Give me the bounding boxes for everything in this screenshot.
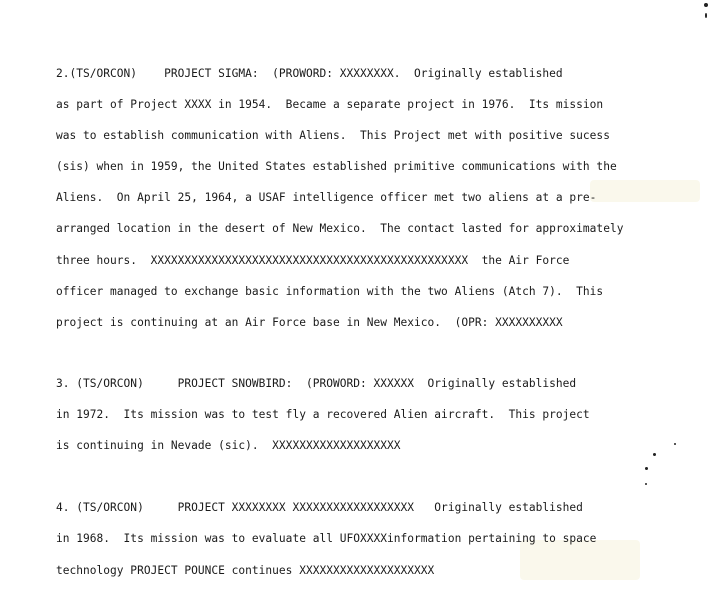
- paragraph-2-line: Aliens. On April 25, 1964, a USAF intelligence officer met two aliens at a pre-: [56, 191, 597, 204]
- paragraph-2-line: as part of Project XXXX in 1954. Became a separate project in 1976. Its mission: [56, 98, 604, 111]
- paragraph-2-line: 2.(TS/ORCON) PROJECT SIGMA: (PROWORD: XXXXXXXX. Originally established: [56, 67, 563, 80]
- scan-speck: [645, 483, 647, 485]
- scan-speck: [653, 453, 656, 456]
- paragraph-4-line: in 1968. Its mission was to evaluate all UFOXXXXinformation pertaining to space: [56, 532, 597, 545]
- corner-mark: [705, 13, 707, 18]
- paragraph-2-line: project is continuing at an Air Force base in New Mexico. (OPR: XXXXXXXXXX: [56, 316, 563, 329]
- scan-smudge: [520, 540, 640, 580]
- paragraph-2-line: arranged location in the desert of New Mexico. The contact lasted for approximately: [56, 222, 624, 235]
- paragraph-3-line: is continuing in Nevade (sic). XXXXXXXXXXXXXXXXXXX: [56, 439, 401, 452]
- paragraph-2-line: was to establish communication with Aliens. This Project met with positive sucess: [56, 129, 610, 142]
- corner-mark: [704, 3, 708, 7]
- paragraph-3-line: in 1972. Its mission was to test fly a recovered Alien aircraft. This project: [56, 408, 590, 421]
- scan-speck: [645, 467, 648, 470]
- paragraph-4-line: technology PROJECT POUNCE continues XXXXXXXXXXXXXXXXXXXX: [56, 564, 435, 577]
- paragraph-2-line: three hours. XXXXXXXXXXXXXXXXXXXXXXXXXXXXXXXXXXXXXXXXXXXXXXX the Air Force: [56, 254, 570, 267]
- paragraph-3-line: 3. (TS/ORCON) PROJECT SNOWBIRD: (PROWORD: XXXXXX Originally established: [56, 377, 577, 390]
- scan-speck: [674, 443, 676, 445]
- scan-smudge: [590, 180, 700, 202]
- paragraph-4-line: 4. (TS/ORCON) PROJECT XXXXXXXX XXXXXXXXXXXXXXXXXX Originally established: [56, 501, 583, 514]
- paragraph-2-line: (sis) when in 1959, the United States established primitive communications with the: [56, 160, 617, 173]
- paragraph-2-line: officer managed to exchange basic information with the two Aliens (Atch 7). This: [56, 285, 604, 298]
